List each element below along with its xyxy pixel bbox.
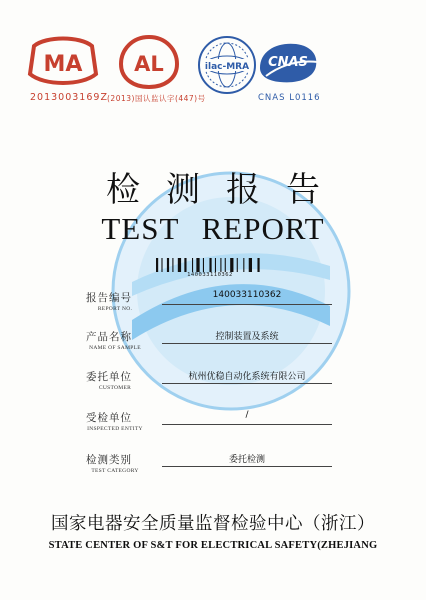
barcode-bar: [249, 258, 252, 272]
barcode-bar: [230, 258, 233, 272]
barcode-bar: [257, 258, 259, 272]
barcode-icon: [154, 258, 266, 272]
barcode-bar: [156, 258, 158, 272]
barcode-bar: [225, 258, 226, 272]
ilac-mra-logo-icon: [196, 34, 258, 96]
barcode-bar: [220, 258, 221, 272]
barcode-bar: [178, 258, 181, 272]
field-label-english: REPORT NO.: [97, 306, 133, 312]
field-value: 140033110362: [212, 290, 282, 300]
svg-text:MA: MA: [43, 52, 83, 77]
field-underline: [162, 424, 332, 425]
field-label: 委托单位: [86, 371, 132, 383]
field-underline: [162, 466, 332, 467]
barcode-number: 140033110362: [187, 272, 233, 278]
svg-text:ilac-MRA: ilac-MRA: [204, 62, 250, 72]
barcode-bar: [243, 258, 244, 272]
field-sample-name: [74, 329, 330, 359]
cma-certificate-number: 2013003169Z: [30, 92, 108, 103]
field-underline: [162, 304, 332, 305]
barcode-bar: [196, 258, 199, 272]
barcode-bar: [203, 258, 204, 272]
barcode-bar: [192, 258, 193, 272]
field-label-english: INSPECTED ENTITY: [87, 426, 143, 432]
field-test-category: [74, 452, 330, 482]
cnas-logo-icon: [256, 38, 320, 88]
cal-logo-icon: [118, 34, 180, 90]
barcode-bar: [161, 258, 162, 272]
barcode-bar: [237, 258, 238, 272]
field-label-english: CUSTOMER: [98, 385, 132, 391]
field-customer: [74, 369, 330, 399]
issuer-name-chinese: 国家电器安全质量监督检验中心（浙江）: [51, 514, 375, 534]
field-value: 杭州优稳自动化系统有限公司: [188, 372, 306, 382]
field-value: 控制装置及系统: [215, 332, 279, 342]
field-label: 报告编号: [86, 292, 132, 304]
report-title-chinese: 检测报告: [106, 170, 346, 210]
field-report-no: [74, 290, 330, 320]
barcode-bar: [172, 258, 173, 272]
field-underline: [162, 343, 332, 344]
field-inspected-entity: [74, 410, 330, 440]
barcode-bar: [215, 258, 216, 272]
field-label: 受检单位: [86, 412, 132, 424]
field-value: /: [245, 410, 249, 420]
field-label: 产品名称: [86, 331, 132, 343]
barcode-bar: [184, 258, 186, 272]
field-value: 委托检测: [228, 455, 265, 465]
field-label-english: TEST CATEGORY: [91, 468, 139, 474]
cnas-accreditation-number: CNAS L0116: [258, 93, 321, 103]
field-underline: [162, 383, 332, 384]
issuer-name-english: STATE CENTER OF S&T FOR ELECTRICAL SAFETY(ZHEJIANG: [48, 540, 378, 551]
barcode-bar: [209, 258, 211, 272]
report-title-english: TEST REPORT: [101, 211, 325, 246]
field-label-english: NAME OF SAMPLE: [89, 345, 141, 351]
svg-text:AL: AL: [134, 52, 164, 76]
svg-text:CNAS: CNAS: [268, 55, 308, 70]
barcode-bar: [167, 258, 169, 272]
cal-certificate-number: (2013)国认监认字(447)号: [107, 94, 206, 103]
cma-logo-icon: [26, 34, 100, 90]
field-label: 检测类别: [86, 454, 132, 466]
